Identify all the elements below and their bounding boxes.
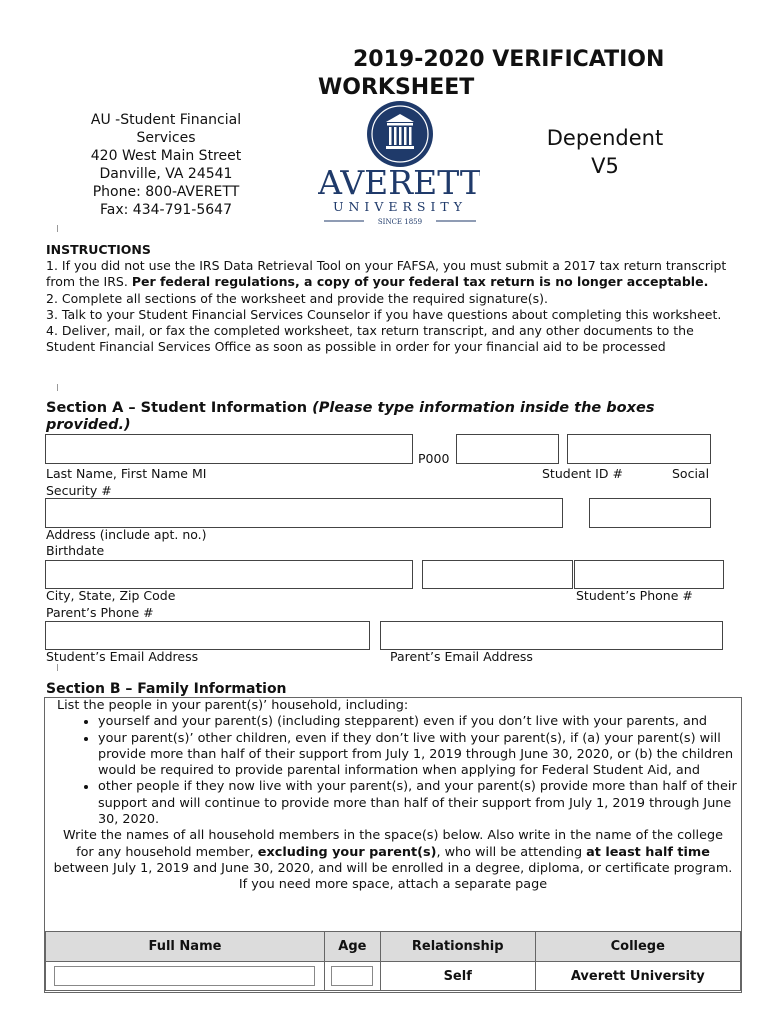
office-line: Fax: 434-791-5647 [100,202,232,218]
office-line: Danville, VA 24541 [99,166,233,182]
cell-college: Averett University [535,962,740,991]
parent-email-field[interactable] [380,621,723,650]
label-name: Last Name, First Name MI [46,466,207,481]
margin-mark [57,664,58,671]
label-student-phone: Student’s Phone # [576,588,693,603]
section-a-title: Section A – Student Information [46,400,313,416]
cell-relationship: Self [380,962,535,991]
office-line: AU -Student Financial [90,112,242,128]
office-address [70,111,262,219]
label-security: Security # [46,483,112,498]
university-logo [318,100,480,228]
label-social: Social [672,466,710,481]
margin-mark [57,384,58,391]
address-field[interactable] [45,498,563,528]
family-bullet: • yourself and your parent(s) (including stepparent) even if you don’t live with your parents, and [98,714,741,730]
label-student-email: Student’s Email Address [46,649,199,664]
logo-since: SINCE 1859 [377,218,423,226]
instruction-item-3: 3. Talk to your Student Financial Services Counselor if you have questions about completing this worksheet. [46,306,722,322]
write-text: , who will be attending [436,844,587,860]
header-full-name: Full Name [46,932,325,962]
instructions [46,242,736,355]
student-phone-field[interactable] [422,560,573,589]
social-security-field[interactable] [567,434,711,464]
table-row [46,962,741,991]
page-title [318,46,718,102]
title-line-2: WORKSHEET [318,75,475,100]
family-write-instructions [45,828,741,893]
student-email-field[interactable] [45,621,370,650]
full-name-input[interactable] [54,966,315,986]
form-type-line-1: Dependent [546,126,664,150]
section-b-heading: Section B – Family Information [46,681,287,697]
form-type [530,124,680,180]
family-bullets [45,714,741,828]
label-address: Address (include apt. no.) [46,527,207,542]
parent-phone-field[interactable] [574,560,724,589]
label-parent-email: Parent’s Email Address [390,649,533,664]
header-college: College [535,932,740,962]
label-student-id: Student ID # [542,466,623,481]
section-a-heading [46,400,736,434]
title-line-1: 2019-2020 VERIFICATION [353,47,665,72]
instruction-item-1-bold: Per federal regulations, a copy of your federal tax return is no longer acceptable. [131,274,709,290]
family-bullet: • your parent(s)’ other children, even if they don’t live with your parent(s), if (a) your parent(s) will provide more than half of their support from July 1, 2019 through June 30, 2020, or (b) the children would be required to provide parental information when applying for Federal Student Aid, and [98,731,741,780]
write-text: Write the names of all household members in the space(s) below. Also write in the name of the college for any household member, [63,828,723,860]
student-name-field[interactable] [45,434,413,464]
instruction-item-2: 2. Complete all sections of the worksheet and provide the required signature(s). [46,290,549,306]
label-city: City, State, Zip Code [46,588,176,603]
label-parent-phone: Parent’s Phone # [46,605,154,620]
header-relationship: Relationship [380,932,535,962]
instruction-item-1-text: 1. If you did not use the IRS Data Retrieval Tool on your FAFSA, you must submit a 2017 tax return transcript from the IRS. [46,258,727,290]
margin-mark [57,225,58,232]
label-birthdate: Birthdate [46,543,105,558]
birthdate-field[interactable] [589,498,711,528]
cell-age [324,962,380,991]
section-a-note: (Please type information inside the boxes provided.) [46,400,655,433]
header-age: Age [324,932,380,962]
cell-full-name [46,962,325,991]
office-line: Services [136,130,196,146]
write-bold: at least half time [586,844,710,860]
city-state-zip-field[interactable] [45,560,413,589]
table-header-row [46,932,741,962]
logo-sub: UNIVERSITY [332,199,468,214]
student-id-field[interactable] [456,434,559,464]
instructions-heading: INSTRUCTIONS [46,242,151,257]
office-line: Phone: 800-AVERETT [92,184,240,200]
student-id-prefix: P000 [418,451,450,466]
instruction-item-1 [46,258,736,290]
logo-name: AVERETT [318,163,480,202]
age-input[interactable] [331,966,373,986]
household-table [45,931,741,991]
office-line: 420 West Main Street [90,148,242,164]
write-text: between July 1, 2019 and June 30, 2020, and will be enrolled in a degree, diploma, or certificate program. If you need more space, attach a separate page [53,860,733,893]
family-bullet: • other people if they now live with your parent(s), and your parent(s) provide more than half of their support and will continue to provide more than half of their support from July 1, 2019 through June 30, 2020. [98,779,741,828]
family-intro: List the people in your parent(s)’ household, including: [57,698,409,713]
form-type-line-2: V5 [591,154,619,178]
family-instructions [45,698,741,894]
instruction-item-4: 4. Deliver, mail, or fax the completed worksheet, tax return transcript, and any other documents to the Student Financial Services Office as soon as possible in order for your financial aid to be processed [46,323,694,355]
write-bold: excluding your parent(s) [257,844,437,860]
seal-icon [318,100,480,228]
family-information-box [44,697,742,993]
